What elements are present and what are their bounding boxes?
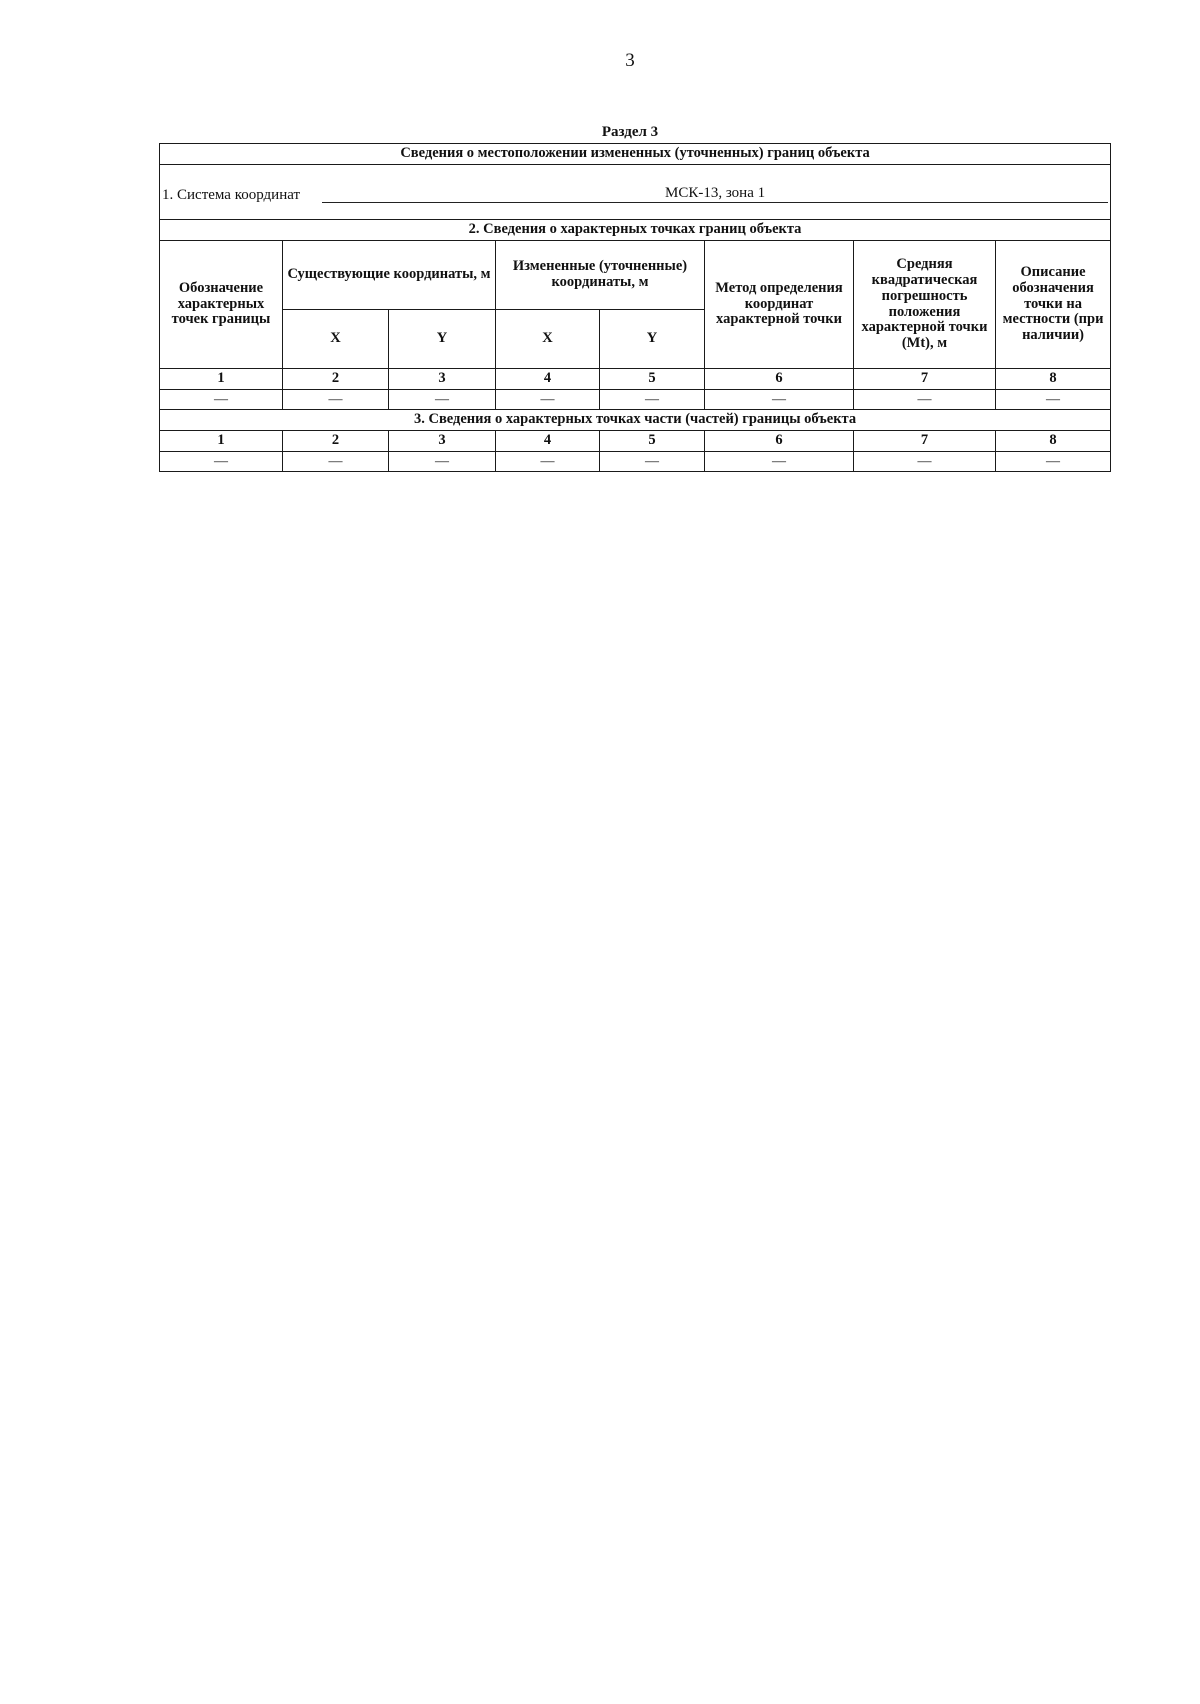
part3-column-numbers: [160, 431, 1111, 452]
table-cell: —: [496, 390, 600, 410]
header-existing-y: Y: [389, 310, 496, 369]
table-cell: —: [996, 452, 1111, 472]
table-cell: —: [705, 452, 854, 472]
column-number: 1: [160, 431, 283, 452]
table-title-row: [160, 144, 1111, 165]
column-number: 4: [496, 369, 600, 390]
column-number: 1: [160, 369, 283, 390]
coord-system-row: [160, 165, 1111, 220]
column-number: 5: [600, 431, 705, 452]
table-cell: —: [996, 390, 1111, 410]
header-description: Описание обозначения точки на местности (при наличии): [996, 241, 1111, 369]
column-number: 2: [283, 431, 389, 452]
table-cell: —: [496, 452, 600, 472]
table-cell: —: [160, 452, 283, 472]
table-cell: —: [283, 390, 389, 410]
column-number: 3: [389, 431, 496, 452]
page-number: 3: [625, 50, 635, 71]
header-point-designation: Обозначение характерных точек границы: [160, 241, 283, 369]
table-cell: —: [160, 390, 283, 410]
header-changed-y: Y: [600, 310, 705, 369]
table-cell: —: [854, 452, 996, 472]
table-title: Сведения о местоположении измененных (уточненных) границ объекта: [160, 144, 1111, 165]
header-existing-x: X: [283, 310, 389, 369]
column-number: 8: [996, 431, 1111, 452]
header-changed-coords: Измененные (уточненные) координаты, м: [496, 241, 705, 310]
table-cell: —: [600, 452, 705, 472]
part2-column-numbers: [160, 369, 1111, 390]
table-row: [160, 390, 1111, 410]
part2-title: 2. Сведения о характерных точках границ объекта: [160, 220, 1111, 241]
coord-system-label: 1. Система координат: [162, 186, 301, 203]
part2-title-row: [160, 220, 1111, 241]
table-cell: —: [854, 390, 996, 410]
boundary-table: [159, 143, 1111, 472]
table-row: [160, 452, 1111, 472]
header-row: [160, 241, 1111, 310]
header-changed-x: X: [496, 310, 600, 369]
column-number: 2: [283, 369, 389, 390]
header-error: Средняя квадратическая погрешность положения характерной точки (Mt), м: [854, 241, 996, 369]
column-number: 7: [854, 431, 996, 452]
table-cell: —: [389, 452, 496, 472]
column-number: 7: [854, 369, 996, 390]
column-number: 8: [996, 369, 1111, 390]
column-number: 4: [496, 431, 600, 452]
part3-title-row: [160, 410, 1111, 431]
table-cell: —: [389, 390, 496, 410]
column-number: 6: [705, 369, 854, 390]
column-number: 3: [389, 369, 496, 390]
section-title: Раздел 3: [601, 124, 659, 140]
table-cell: —: [283, 452, 389, 472]
coord-system-line: [162, 185, 1108, 204]
coord-system-value: МСК-13, зона 1: [322, 185, 1108, 204]
column-number: 6: [705, 431, 854, 452]
part3-title: 3. Сведения о характерных точках части (частей) границы объекта: [160, 410, 1111, 431]
header-method: Метод определения координат характерной точки: [705, 241, 854, 369]
table-cell: —: [600, 390, 705, 410]
header-existing-coords: Существующие координаты, м: [283, 241, 496, 310]
table-cell: —: [705, 390, 854, 410]
column-number: 5: [600, 369, 705, 390]
